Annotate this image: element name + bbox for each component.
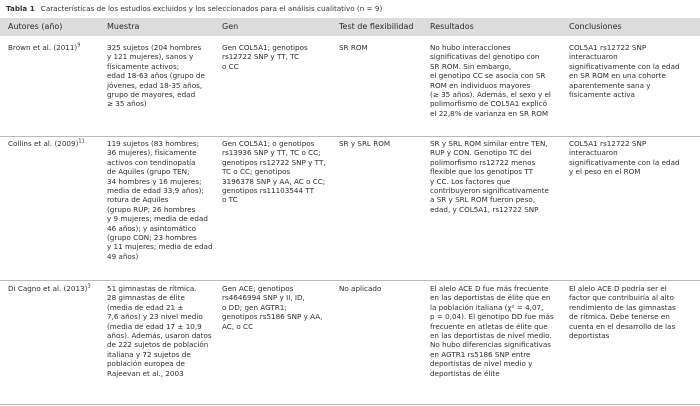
cell-line: polimorfismo rs12722 menos bbox=[430, 157, 536, 167]
cell-line: ROM en individuos mayores bbox=[430, 80, 531, 90]
table-title: Características de los estudios excluidos y los seleccionados para el análisis cualitativo (n = 9) bbox=[40, 4, 383, 13]
cell-line: de Aquiles (grupo TEN; bbox=[107, 167, 190, 177]
cell-line: población europea de bbox=[107, 359, 185, 369]
cell-line: genotipos rs11103544 TT bbox=[222, 186, 314, 196]
table-caption bbox=[6, 4, 382, 13]
cell-line: genotipos rs12722 SNP y TT, bbox=[222, 157, 326, 167]
reference-number: 11 bbox=[78, 138, 85, 145]
cell-line: aparentemente sana y bbox=[569, 80, 651, 90]
cell-line: o CC bbox=[222, 61, 239, 71]
author-name: Brown et al. (2011) bbox=[8, 43, 78, 52]
cell-line: El alelo ACE D podría ser el bbox=[569, 284, 667, 293]
cell-line: 36 mujeres), físicamente bbox=[107, 148, 197, 158]
header-author: Autores (año) bbox=[8, 22, 63, 31]
table-row-2-conclusions bbox=[569, 139, 680, 177]
cell-line: 46 años); y asintomático bbox=[107, 223, 197, 233]
cell-line: o TC bbox=[222, 195, 238, 205]
cell-line: y el peso en el ROM bbox=[569, 167, 641, 177]
cell-line: flexible que los genotipos TT bbox=[430, 167, 533, 177]
table-row-1-sample bbox=[107, 43, 205, 109]
cell-line: rs4646994 SNP y II, ID, bbox=[222, 293, 305, 303]
cell-line: TC o CC; genotipos bbox=[222, 167, 291, 177]
table-row-2-test bbox=[339, 139, 390, 148]
table-row-3-results bbox=[430, 284, 554, 378]
table-row-2-author bbox=[8, 139, 85, 148]
cell-line: 119 sujetos (83 hombres; bbox=[107, 139, 200, 148]
cell-line: factor que contribuiría al alto bbox=[569, 293, 674, 303]
table-label: Tabla 1 bbox=[6, 4, 35, 13]
table-row-3-test bbox=[339, 284, 381, 293]
cell-line: 51 gimnastas de rítmica. bbox=[107, 284, 197, 293]
cell-line: 34 hombres y 16 mujeres; bbox=[107, 176, 202, 186]
cell-line: y CC. Los factores que bbox=[430, 176, 511, 186]
cell-line: Rajeevan et al., 2003 bbox=[107, 368, 184, 378]
table-row-2-gene bbox=[222, 139, 326, 205]
table-row-1-results bbox=[430, 43, 551, 118]
cell-line: (grupo CON; 23 hombres bbox=[107, 233, 197, 243]
cell-line: Gen ACE; genotipos bbox=[222, 284, 294, 293]
table-row-1-author bbox=[8, 43, 80, 52]
cell-line: No aplicado bbox=[339, 284, 382, 293]
cell-line: contribuyeron significativamente bbox=[430, 186, 549, 196]
cell-line: 325 sujetos (204 hombres bbox=[107, 43, 202, 52]
table-row-2-results bbox=[430, 139, 549, 214]
cell-line: significativas del genotipo con bbox=[430, 52, 540, 62]
table-header bbox=[0, 18, 700, 36]
cell-line: rs13936 SNP y TT, TC o CC; bbox=[222, 148, 321, 158]
cell-line: de rítmica. Debe tenerse en bbox=[569, 312, 670, 322]
cell-line: 3196378 SNP y AA, AC o CC; bbox=[222, 176, 326, 186]
cell-line: SR y SRL ROM similar entre TEN, bbox=[430, 139, 548, 148]
cell-line: físicamente activos; bbox=[107, 61, 180, 71]
cell-line: edad, y COL5A1, rs12722 SNP bbox=[430, 204, 539, 214]
cell-line: (grupo RUP; 26 hombres bbox=[107, 204, 196, 214]
header-gene: Gen bbox=[222, 22, 239, 31]
cell-line: la población italiana (χ² = 4,07, bbox=[430, 302, 544, 312]
cell-line: físicamente activa bbox=[569, 90, 635, 100]
cell-line: rs12722 SNP y TT, TC bbox=[222, 52, 300, 62]
cell-line: cuenta en el desarrollo de las bbox=[569, 321, 676, 331]
cell-line: 7,6 años) y 23 nivel medio bbox=[107, 312, 203, 322]
table-row-3-gene bbox=[222, 284, 322, 331]
table-row-1-conclusions bbox=[569, 43, 680, 99]
table-row-3-sample bbox=[107, 284, 212, 378]
header-conclusions: Conclusiones bbox=[569, 22, 622, 31]
cell-line: y 11 mujeres; media de edad bbox=[107, 242, 213, 252]
cell-line: SR ROM bbox=[339, 43, 368, 52]
cell-line: COL5A1 rs12722 SNP bbox=[569, 139, 647, 148]
cell-line: p = 0,04). El genotipo DD fue más bbox=[430, 312, 554, 322]
cell-line: interactuaron bbox=[569, 52, 618, 62]
cell-line: SR ROM. Sin embargo, bbox=[430, 61, 512, 71]
row-separator bbox=[0, 280, 700, 281]
table-row-3-conclusions bbox=[569, 284, 676, 340]
reference-number: 9 bbox=[77, 42, 81, 49]
cell-line: el genotipo CC se asocia con SR bbox=[430, 71, 546, 81]
cell-line: polimorfismo de COL5A1 explicó bbox=[430, 99, 548, 109]
cell-line: media de edad 33,9 años); bbox=[107, 186, 204, 196]
row-separator bbox=[0, 136, 700, 137]
cell-line: No hubo interacciones bbox=[430, 43, 511, 52]
cell-line: deportistas de élite bbox=[430, 368, 500, 378]
cell-line: 49 años) bbox=[107, 251, 139, 261]
cell-line: Gen COL5A1; genotipos bbox=[222, 43, 308, 52]
cell-line: rendimiento de las gimnastas bbox=[569, 302, 676, 312]
cell-line: grupo de mayores, edad bbox=[107, 90, 196, 100]
cell-line: deportistas bbox=[569, 331, 610, 341]
cell-line: significativamente con la edad bbox=[569, 157, 680, 167]
author-name: Di Cagno et al. (2013) bbox=[8, 284, 88, 293]
table-row-3-author bbox=[8, 284, 91, 293]
cell-line: en AGTR1 rs5186 SNP entre bbox=[430, 349, 531, 359]
cell-line: de 222 sujetos de población bbox=[107, 340, 209, 350]
cell-line: (media de edad 21 ± bbox=[107, 302, 184, 312]
cell-line: o DD; gen AGTR1; bbox=[222, 302, 287, 312]
cell-line: ≥ 35 años) bbox=[107, 99, 147, 109]
cell-line: y 9 mujeres; media de edad bbox=[107, 214, 208, 224]
cell-line: COL5A1 rs12722 SNP bbox=[569, 43, 647, 52]
cell-line: a SR y SRL ROM fueron peso, bbox=[430, 195, 536, 205]
header-sample: Muestra bbox=[107, 22, 140, 31]
table-row-1-test bbox=[339, 43, 368, 52]
cell-line: SR y SRL ROM bbox=[339, 139, 391, 148]
cell-line: interactuaron bbox=[569, 148, 618, 158]
cell-line: (media de edad 17 ± 10,9 bbox=[107, 321, 202, 331]
reference-number: 3 bbox=[87, 283, 91, 290]
table-row-2-sample bbox=[107, 139, 213, 261]
cell-line: (≥ 35 años). Además, el sexo y el bbox=[430, 90, 551, 100]
cell-line: en las deportistas de nivel medio. bbox=[430, 331, 552, 341]
cell-line: el 22,8% de varianza en SR ROM bbox=[430, 108, 549, 118]
author-name: Collins et al. (2009) bbox=[8, 139, 79, 148]
table-bottom-rule bbox=[0, 404, 700, 405]
cell-line: No hubo diferencias significativas bbox=[430, 340, 552, 350]
cell-line: deportistas de nivel medio y bbox=[430, 359, 533, 369]
cell-line: AC, o CC bbox=[222, 321, 254, 331]
cell-line: italiana y 72 sujetos de bbox=[107, 349, 191, 359]
header-test: Test de flexibilidad bbox=[339, 22, 414, 31]
cell-line: Gen COL5A1; o genotipos bbox=[222, 139, 315, 148]
table-row-1-gene bbox=[222, 43, 308, 71]
cell-line: y 121 mujeres), sanos y bbox=[107, 52, 194, 62]
cell-line: significativamente con la edad bbox=[569, 61, 680, 71]
cell-line: El alelo ACE D fue más frecuente bbox=[430, 284, 549, 293]
cell-line: jóvenes, edad 18-35 años, bbox=[107, 80, 203, 90]
cell-line: en las deportistas de élite que en bbox=[430, 293, 551, 303]
cell-line: frecuente en atletas de élite que bbox=[430, 321, 548, 331]
cell-line: 28 gimnastas de élite bbox=[107, 293, 185, 303]
cell-line: RUP y CON. Genotipo TC del bbox=[430, 148, 532, 158]
cell-line: en SR ROM en una cohorte bbox=[569, 71, 666, 81]
cell-line: rotura de Aquiles bbox=[107, 195, 169, 205]
cell-line: activos con tendinopatía bbox=[107, 157, 196, 167]
cell-line: años). Además, usaron datos bbox=[107, 331, 212, 341]
cell-line: edad 18-63 años (grupo de bbox=[107, 71, 205, 81]
cell-line: genotipos rs5186 SNP y AA, bbox=[222, 312, 323, 322]
header-results: Resultados bbox=[430, 22, 474, 31]
